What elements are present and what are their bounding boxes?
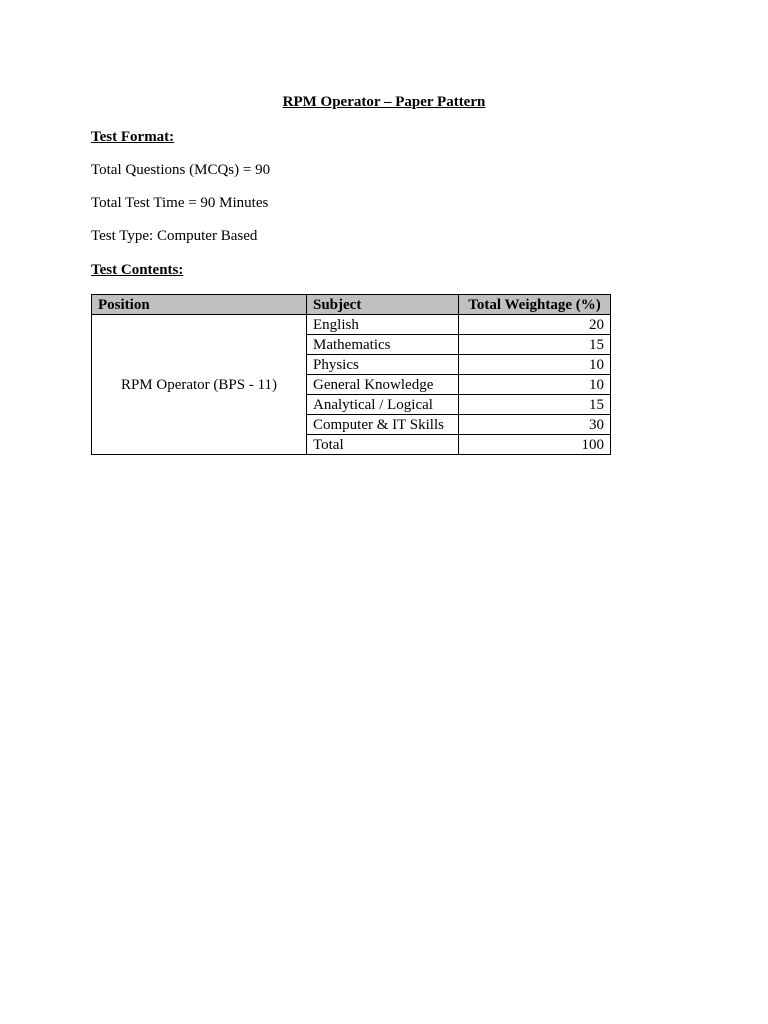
weightage-cell: 15 <box>459 335 611 355</box>
total-weightage-cell: 100 <box>459 435 611 455</box>
total-time-line: Total Test Time = 90 Minutes <box>91 195 269 211</box>
subject-cell: General Knowledge <box>307 375 459 395</box>
total-questions-line: Total Questions (MCQs) = 90 <box>91 162 271 178</box>
column-header-weightage: Total Weightage (%) <box>459 295 611 315</box>
weightage-cell: 30 <box>459 415 611 435</box>
page-title: RPM Operator – Paper Pattern <box>282 94 486 110</box>
test-contents-heading: Test Contents: <box>91 262 184 278</box>
weightage-cell: 10 <box>459 355 611 375</box>
weightage-cell: 10 <box>459 375 611 395</box>
test-contents-table <box>91 294 611 455</box>
column-header-position: Position <box>92 295 307 315</box>
test-type-line: Test Type: Computer Based <box>91 228 258 244</box>
column-header-subject: Subject <box>307 295 459 315</box>
weightage-cell: 15 <box>459 395 611 415</box>
subject-cell: Computer & IT Skills <box>307 415 459 435</box>
subject-cell: Physics <box>307 355 459 375</box>
subject-cell: Mathematics <box>307 335 459 355</box>
subject-cell: Analytical / Logical <box>307 395 459 415</box>
subject-cell: English <box>307 315 459 335</box>
position-cell: RPM Operator (BPS - 11) <box>92 315 307 455</box>
weightage-cell: 20 <box>459 315 611 335</box>
total-label-cell: Total <box>307 435 459 455</box>
table-header-row <box>92 295 611 315</box>
table-row <box>92 315 611 335</box>
test-format-heading: Test Format: <box>91 129 175 145</box>
